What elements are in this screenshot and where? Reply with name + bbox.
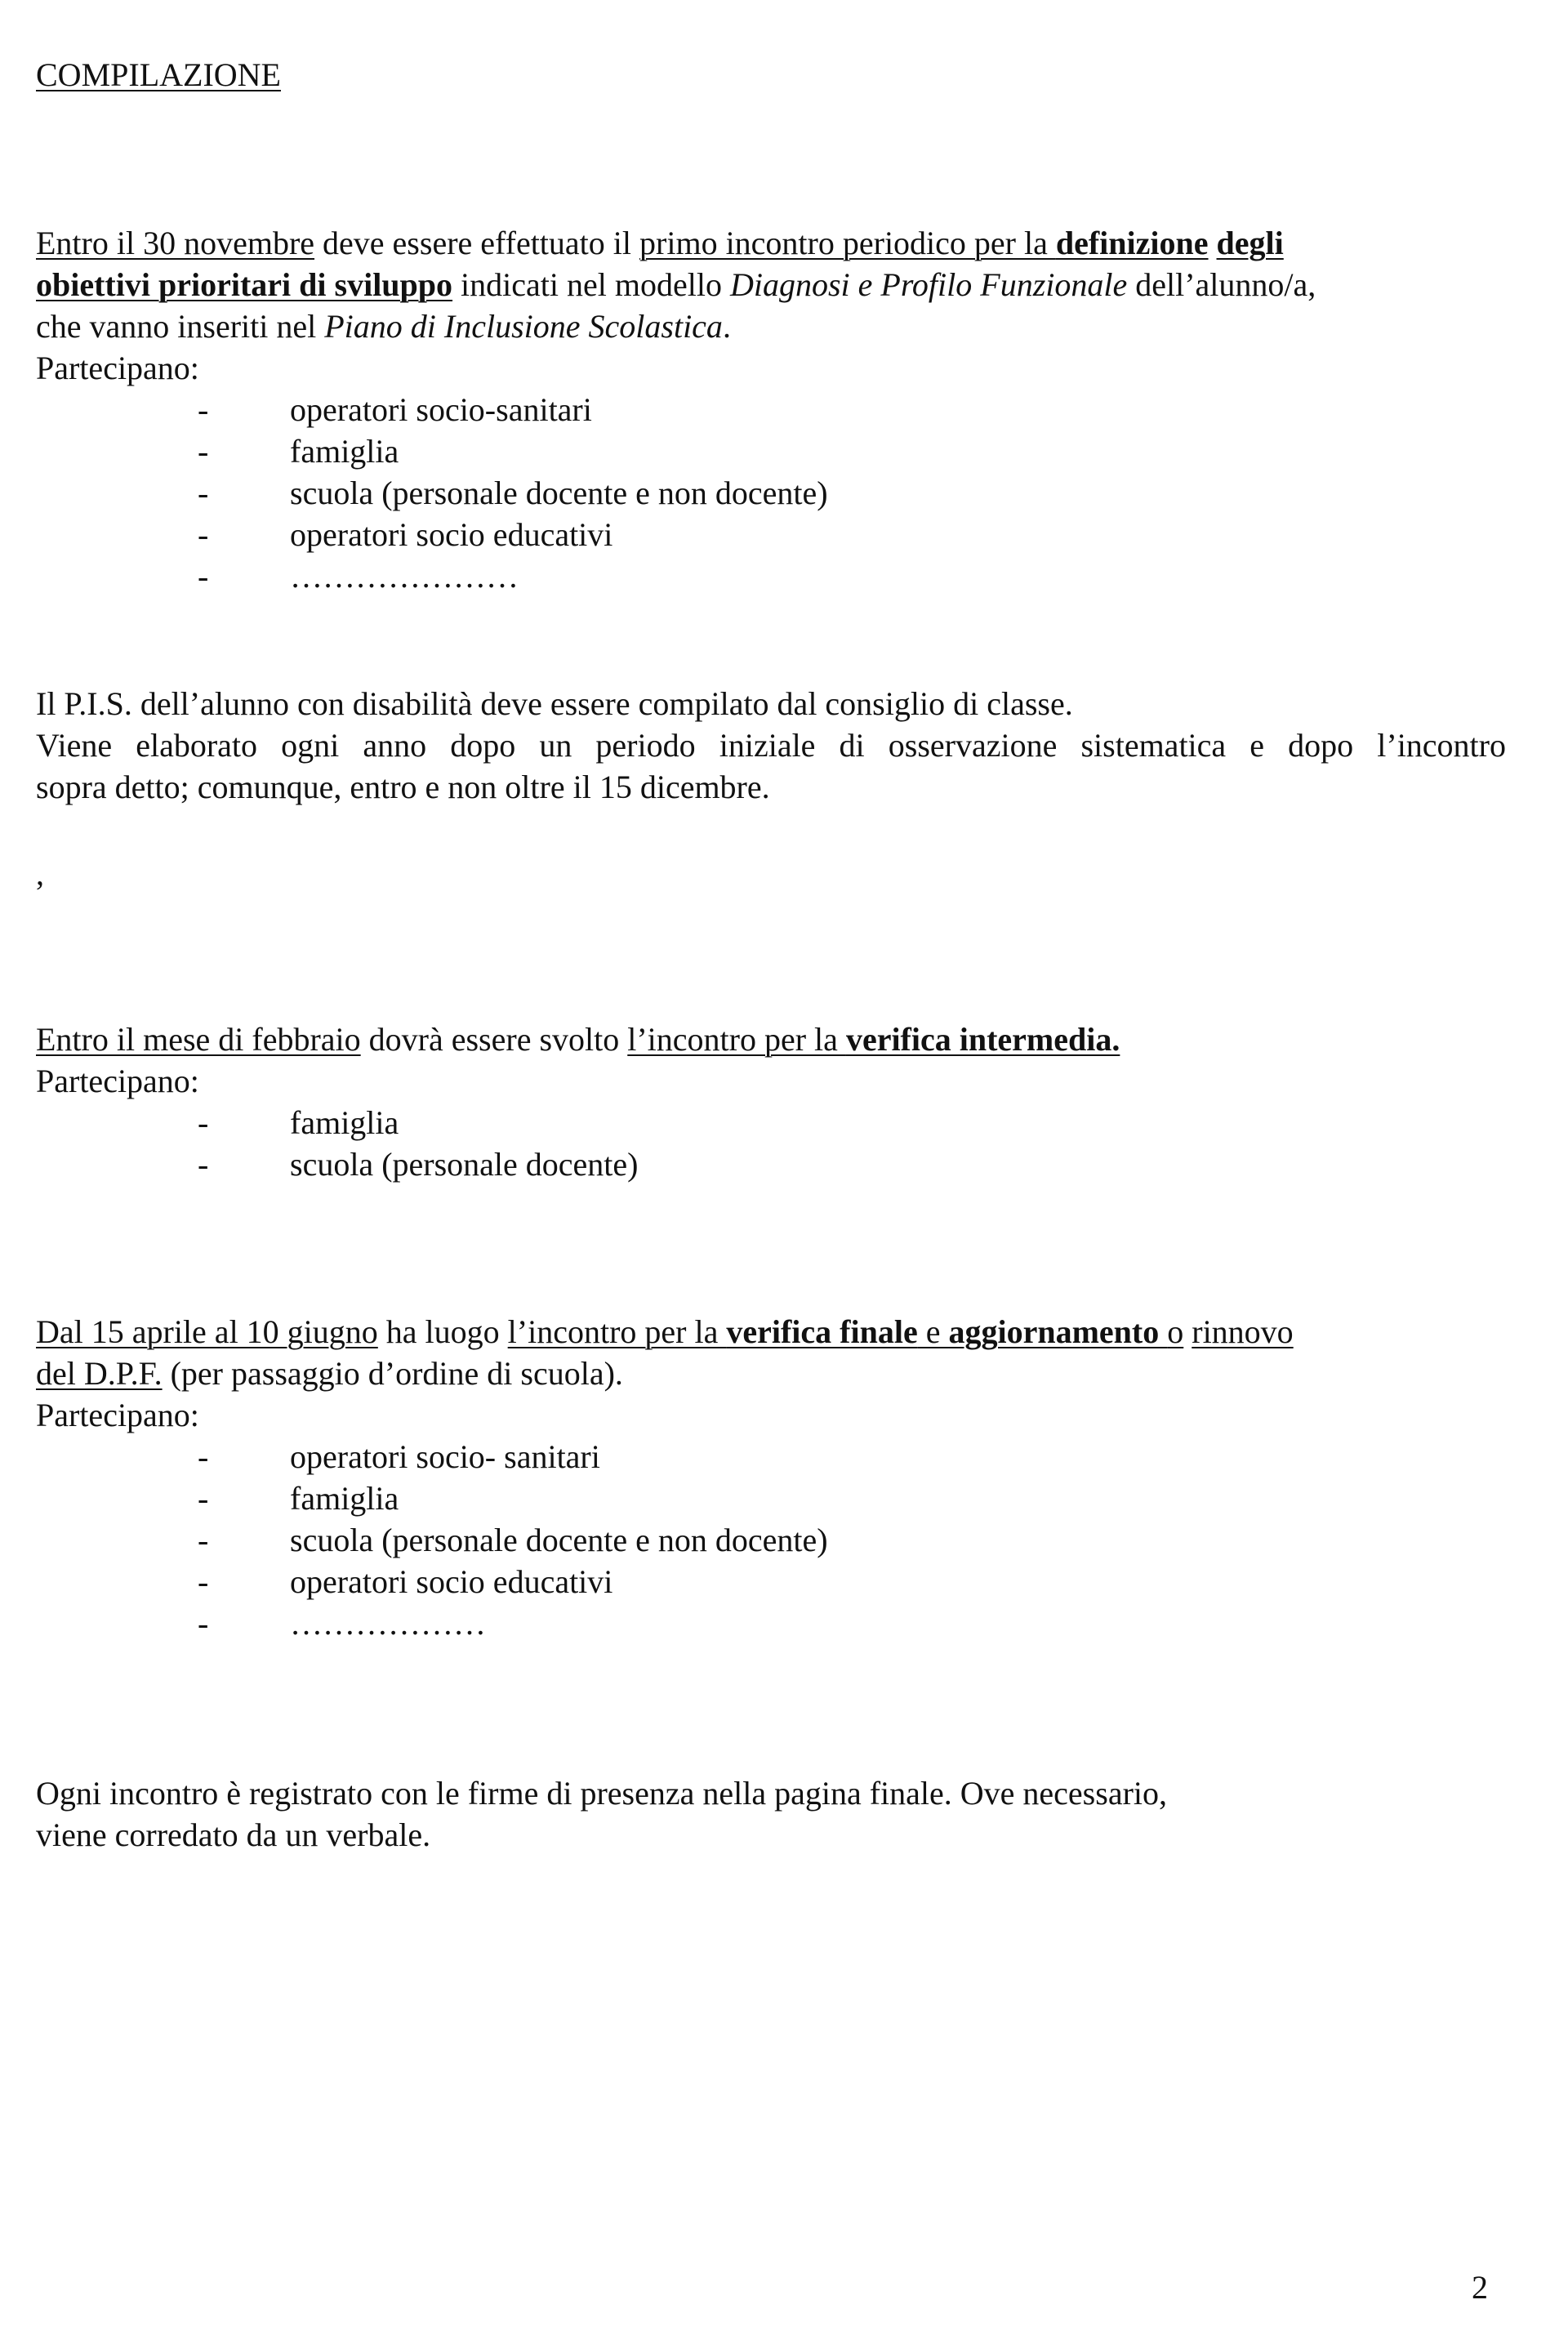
participants-label: Partecipano:: [36, 1397, 199, 1433]
participants-list: [36, 389, 1506, 597]
deadline-text: Dal 15 aprile al 10 giugno: [36, 1313, 378, 1350]
participants-list: [36, 1436, 1506, 1644]
stray-mark: ,: [36, 855, 44, 892]
deadline-text: Entro il mese di febbraio: [36, 1021, 361, 1058]
section-final-check: [36, 1311, 1506, 1644]
bold-text: degli: [1216, 225, 1284, 261]
meeting-text: primo incontro periodico per la: [639, 225, 1056, 261]
section-closing: [36, 1772, 1506, 1856]
bold-text: verifica intermedia.: [845, 1021, 1120, 1058]
section-intermediate-check: [36, 1018, 1506, 1185]
list-item: - scuola (personale docente): [198, 1146, 639, 1183]
participants-label: Partecipano:: [36, 350, 199, 386]
dpf-text: del D.P.F.: [36, 1355, 163, 1392]
list-item: - scuola (personale docente e non docente): [198, 1522, 828, 1558]
page-heading: [36, 54, 1506, 96]
paragraph-line: Il P.I.S. dell’alunno con disabilità deve essere compilato dal consiglio di classe.: [36, 685, 1073, 722]
list-item: - operatori socio educativi: [198, 516, 613, 553]
paragraph-line: Viene elaborato ogni anno dopo un periodo iniziale di osservazione sistematica e dopo l’incontro: [36, 727, 1506, 764]
section-pis: [36, 683, 1506, 808]
paragraph-line: Dal 15 aprile al 10 giugno ha luogo l’incontro per la verifica finale e aggiornamento o rinnovo: [36, 1313, 1294, 1350]
paragraph-line: sopra detto; comunque, entro e non oltre il 15 dicembre.: [36, 769, 770, 805]
italic-text: Piano di Inclusione Scolastica: [324, 308, 723, 345]
paragraph-line: che vanno inseriti nel Piano di Inclusione Scolastica.: [36, 308, 731, 345]
participants-list: [36, 1102, 1506, 1185]
paragraph-line: Ogni incontro è registrato con le firme di presenza nella pagina finale. Ove necessario,: [36, 1775, 1167, 1812]
list-item: - operatori socio-sanitari: [198, 391, 592, 428]
list-item: - …………………: [198, 558, 519, 595]
list-item: - famiglia: [198, 433, 399, 470]
bold-text: verifica finale: [726, 1313, 918, 1350]
bold-text: aggiornamento: [948, 1313, 1168, 1350]
rinnovo-text: rinnovo: [1192, 1313, 1294, 1350]
paragraph-line: Entro il 30 novembre deve essere effettuato il primo incontro periodico per la definizione degli: [36, 225, 1284, 261]
deadline-text: Entro il 30 novembre: [36, 225, 315, 261]
meeting-text: l’incontro per la: [507, 1313, 727, 1350]
bold-text: obiettivi prioritari di sviluppo: [36, 266, 453, 303]
bold-text: definizione: [1055, 225, 1209, 261]
italic-text: Diagnosi e Profilo Funzionale: [729, 266, 1128, 303]
list-item: - ………………: [198, 1605, 486, 1642]
paragraph-line: del D.P.F. (per passaggio d’ordine di scuola).: [36, 1355, 623, 1392]
section-first-meeting: [36, 222, 1506, 597]
page-number: 2: [1472, 2269, 1488, 2306]
list-item: - operatori socio educativi: [198, 1563, 613, 1600]
list-item: - scuola (personale docente e non docente): [198, 475, 828, 511]
participants-label: Partecipano:: [36, 1063, 199, 1099]
meeting-text: l’incontro per la: [627, 1021, 846, 1058]
list-item: - operatori socio- sanitari: [198, 1438, 600, 1475]
list-item: - famiglia: [198, 1480, 399, 1517]
paragraph-line: viene corredato da un verbale.: [36, 1816, 431, 1853]
heading-text: COMPILAZIONE: [36, 56, 281, 93]
paragraph-line: Entro il mese di febbraio dovrà essere svolto l’incontro per la verifica intermedia.: [36, 1021, 1120, 1058]
paragraph-line: obiettivi prioritari di sviluppo indicati nel modello Diagnosi e Profilo Funzionale dell’alunno/a,: [36, 266, 1316, 303]
list-item: - famiglia: [198, 1104, 399, 1141]
